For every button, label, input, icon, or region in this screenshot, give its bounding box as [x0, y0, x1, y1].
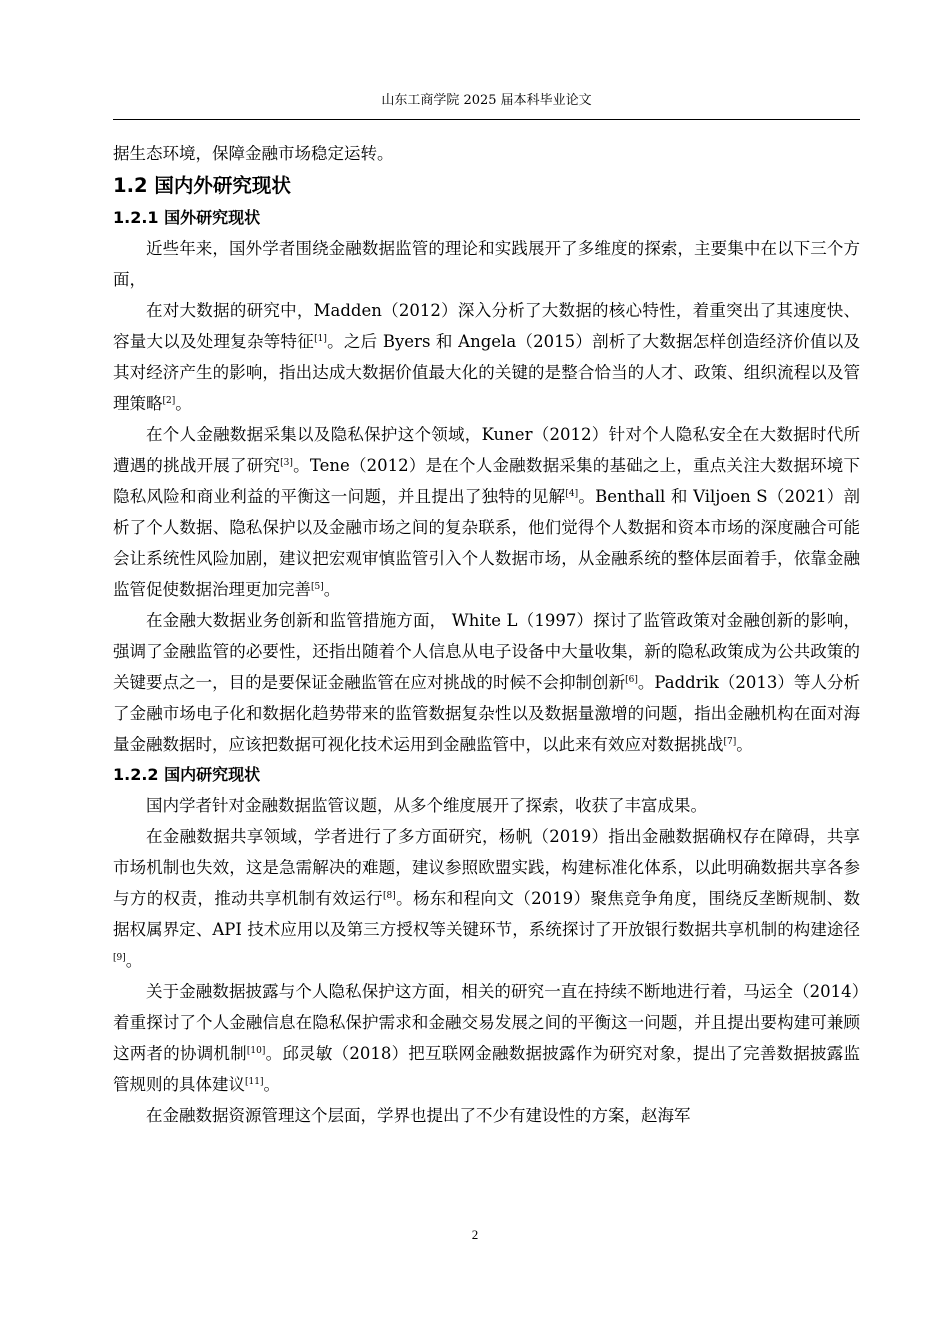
- citation-ref: [8]: [383, 891, 396, 901]
- citation-ref: [11]: [245, 1077, 264, 1087]
- citation-ref: [9]: [113, 953, 126, 963]
- citation-ref: [7]: [723, 737, 737, 747]
- subsection-heading-1-2-2: 1.2.2 国内研究现状: [113, 765, 261, 784]
- paragraph-big-data: 在对大数据的研究中，Madden（2012）深入分析了大数据的核心特性，着重突出了其速度快、容量大以及处理复杂等特征[1]。之后 Byers 和 Angela（2015）剖析了大数据怎样创造经济价值以及其对经济产生的影响，指出达成大数据价值最大化的关键的是整合恰当的人才、政策、组织流程以及管理策略[2]。: [113, 301, 861, 413]
- paragraph-disclosure: 关于金融数据披露与个人隐私保护这方面，相关的研究一直在持续不断地进行着，马运全（2014）着重探讨了个人金融信息在隐私保护需求和金融交易发展之间的平衡这一问题，并且提出要构建可兼顾这两者的协调机制[10]。邱灵敏（2018）把互联网金融数据披露作为研究对象，提出了完善数据披露监管规则的具体建议[11]。: [113, 982, 861, 1094]
- citation-ref: [5]: [311, 582, 324, 592]
- citation-ref: [2]: [162, 396, 176, 406]
- citation-ref: [10]: [246, 1046, 266, 1056]
- paragraph-resource-management: 在金融数据资源管理这个层面，学界也提出了不少有建设性的方案，赵海军: [146, 1106, 691, 1125]
- citation-ref: [1]: [314, 334, 327, 344]
- citation-ref: [6]: [625, 675, 638, 685]
- paragraph-privacy: 在个人金融数据采集以及隐私保护这个领域，Kuner（2012）针对个人隐私安全在大数据时代所遭遇的挑战开展了研究[3]。Tene（2012）是在个人金融数据采集的基础之上，重点关注大数据环境下隐私风险和商业利益的平衡这一问题，并且提出了独特的见解[4]。Benthall 和 Viljoen S（2021）剖析了个人数据、隐私保护以及金融市场之间的复杂联系，他们觉得个人数据和资本市场的深度融合可能会让系统性风险加剧，建议把宏观审慎监管引入个人数据市场，从金融系统的整体层面着手，依靠金融监管促使数据治理更加完善[5]。: [113, 425, 861, 599]
- paragraph-foreign-intro: 近些年来，国外学者围绕金融数据监管的理论和实践展开了多维度的探索，主要集中在以下三个方面，: [113, 239, 860, 289]
- subsection-heading-1-2-1: 1.2.1 国外研究现状: [113, 208, 261, 227]
- paragraph-domestic-intro: 国内学者针对金融数据监管议题，从多个维度展开了探索，收获了丰富成果。: [146, 796, 707, 815]
- citation-ref: [3]: [280, 458, 293, 468]
- paragraph-continued: 据生态环境，保障金融市场稳定运转。: [113, 144, 394, 163]
- header-rule: [113, 119, 860, 120]
- paragraph-data-sharing: 在金融数据共享领域，学者进行了多方面研究，杨帆（2019）指出金融数据确权存在障碍，共享市场机制也失效，这是急需解决的难题，建议参照欧盟实践，构建标准化体系，以此明确数据共享各参与方的权责，推动共享机制有效运行[8]。杨东和程向文（2019）聚焦竞争角度，围绕反垄断规制、数据权属界定、API 技术应用以及第三方授权等关键环节，系统探讨了开放银行数据共享机制的构建途径[9]。: [113, 827, 860, 970]
- body-text: [113, 138, 860, 1131]
- page-number: 2: [471, 1227, 479, 1242]
- section-heading-1-2: 1.2 国内外研究现状: [113, 174, 291, 197]
- paragraph-innovation: 在金融大数据业务创新和监管措施方面， White L（1997）探讨了监管政策对金融创新的影响，强调了金融监管的必要性，还指出随着个人信息从电子设备中大量收集，新的隐私政策成为公共政策的关键要点之一，目的是要保证金融监管在应对挑战的时候不会抑制创新[6]。Paddrik（2013）等人分析了金融市场电子化和数据化趋势带来的监管数据复杂性以及数据量激增的问题，指出金融机构在面对海量金融数据时，应该把数据可视化技术运用到金融监管中，以此来有效应对数据挑战[7]。: [113, 611, 860, 754]
- citation-ref: [4]: [565, 489, 579, 499]
- running-header: 山东工商学院 2025 届本科毕业论文: [381, 93, 592, 108]
